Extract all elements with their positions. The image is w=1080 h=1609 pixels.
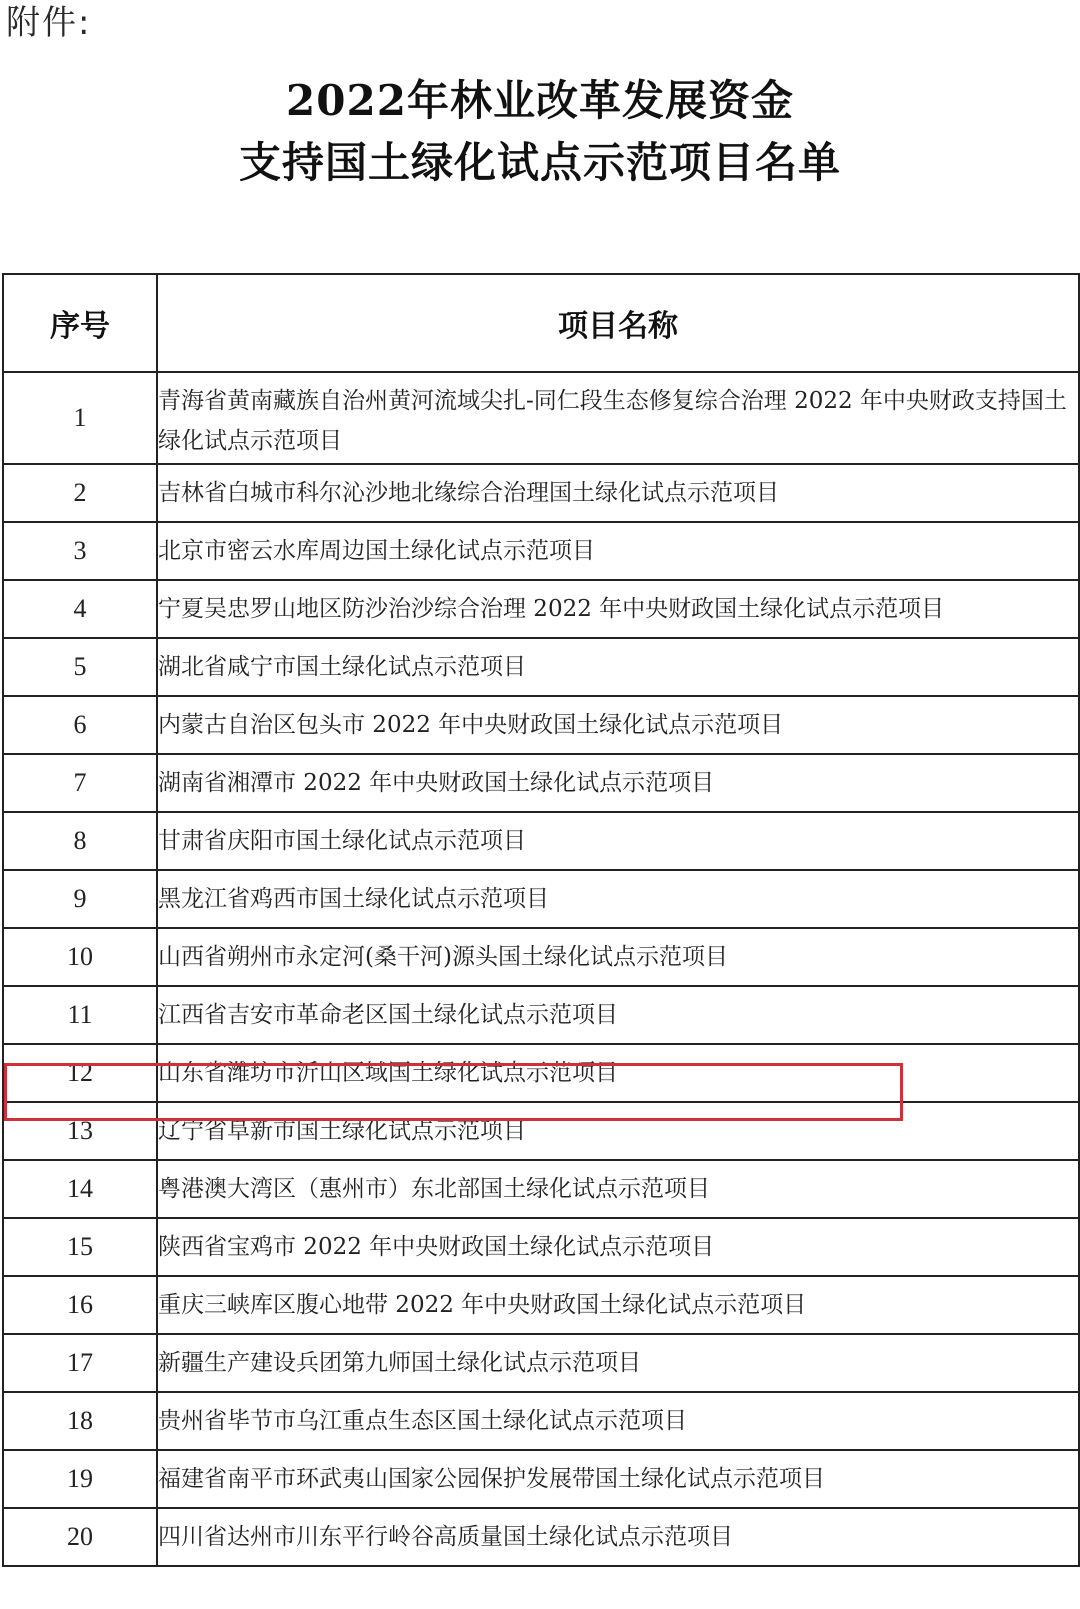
project-name: 四川省达州市川东平行岭谷高质量国土绿化试点示范项目 — [157, 1508, 1079, 1566]
project-name: 甘肃省庆阳市国土绿化试点示范项目 — [157, 812, 1079, 870]
row-number: 14 — [3, 1160, 157, 1218]
project-name: 湖北省咸宁市国土绿化试点示范项目 — [157, 638, 1079, 696]
document-title-line-2: 支持国土绿化试点示范项目名单 — [238, 138, 841, 187]
table-row — [3, 372, 1079, 464]
project-name: 辽宁省阜新市国土绿化试点示范项目 — [157, 1102, 1079, 1160]
table-row — [3, 1276, 1079, 1334]
column-header-no: 序号 — [3, 274, 157, 372]
table-row — [3, 870, 1079, 928]
row-number: 4 — [3, 580, 157, 638]
project-name: 福建省南平市环武夷山国家公园保护发展带国土绿化试点示范项目 — [157, 1450, 1079, 1508]
project-name: 粤港澳大湾区（惠州市）东北部国土绿化试点示范项目 — [157, 1160, 1079, 1218]
row-number: 3 — [3, 522, 157, 580]
table-row — [3, 812, 1079, 870]
project-name: 青海省黄南藏族自治州黄河流域尖扎-同仁段生态修复综合治理 2022 年中央财政支持国土绿化试点示范项目 — [157, 372, 1079, 464]
project-name: 陕西省宝鸡市 2022 年中央财政国土绿化试点示范项目 — [157, 1218, 1079, 1276]
table-row — [3, 986, 1079, 1044]
row-number: 18 — [3, 1392, 157, 1450]
table-row — [3, 754, 1079, 812]
table-row — [3, 1392, 1079, 1450]
project-name: 湖南省湘潭市 2022 年中央财政国土绿化试点示范项目 — [157, 754, 1079, 812]
table-row — [3, 1160, 1079, 1218]
project-name: 新疆生产建设兵团第九师国土绿化试点示范项目 — [157, 1334, 1079, 1392]
project-name: 江西省吉安市革命老区国土绿化试点示范项目 — [157, 986, 1079, 1044]
project-name: 贵州省毕节市乌江重点生态区国土绿化试点示范项目 — [157, 1392, 1079, 1450]
row-number: 16 — [3, 1276, 157, 1334]
project-name: 山西省朔州市永定河(桑干河)源头国土绿化试点示范项目 — [157, 928, 1079, 986]
project-name: 吉林省白城市科尔沁沙地北缘综合治理国土绿化试点示范项目 — [157, 464, 1079, 522]
row-number: 19 — [3, 1450, 157, 1508]
table-row — [3, 638, 1079, 696]
row-number: 11 — [3, 986, 157, 1044]
row-number: 20 — [3, 1508, 157, 1566]
column-header-name: 项目名称 — [157, 274, 1079, 372]
project-name: 山东省潍坊市沂山区域国土绿化试点示范项目 — [157, 1044, 1079, 1102]
table-row — [3, 928, 1079, 986]
table-row — [3, 1450, 1079, 1508]
row-number: 6 — [3, 696, 157, 754]
row-number: 12 — [3, 1044, 157, 1102]
project-name: 北京市密云水库周边国土绿化试点示范项目 — [157, 522, 1079, 580]
row-number: 2 — [3, 464, 157, 522]
table-row — [3, 1334, 1079, 1392]
attachment-label: 附件: — [6, 3, 92, 43]
document-title-line-1: 2022年林业改革发展资金 — [286, 76, 794, 125]
table-row — [3, 1102, 1079, 1160]
project-name: 黑龙江省鸡西市国土绿化试点示范项目 — [157, 870, 1079, 928]
row-number: 10 — [3, 928, 157, 986]
row-number: 13 — [3, 1102, 157, 1160]
table-header-row — [3, 274, 1079, 372]
table-row — [3, 1218, 1079, 1276]
table-row — [3, 1508, 1079, 1566]
table-row — [3, 464, 1079, 522]
row-number: 15 — [3, 1218, 157, 1276]
row-number: 5 — [3, 638, 157, 696]
row-number: 17 — [3, 1334, 157, 1392]
table-row — [3, 522, 1079, 580]
row-number: 1 — [3, 372, 157, 464]
row-number: 9 — [3, 870, 157, 928]
project-name: 内蒙古自治区包头市 2022 年中央财政国土绿化试点示范项目 — [157, 696, 1079, 754]
row-number: 8 — [3, 812, 157, 870]
table-row — [3, 696, 1079, 754]
project-list-table — [2, 273, 1080, 1567]
project-name: 重庆三峡库区腹心地带 2022 年中央财政国土绿化试点示范项目 — [157, 1276, 1079, 1334]
table-row — [3, 580, 1079, 638]
row-number: 7 — [3, 754, 157, 812]
table-row-highlighted — [3, 1044, 1079, 1102]
project-name: 宁夏吴忠罗山地区防沙治沙综合治理 2022 年中央财政国土绿化试点示范项目 — [157, 580, 1079, 638]
